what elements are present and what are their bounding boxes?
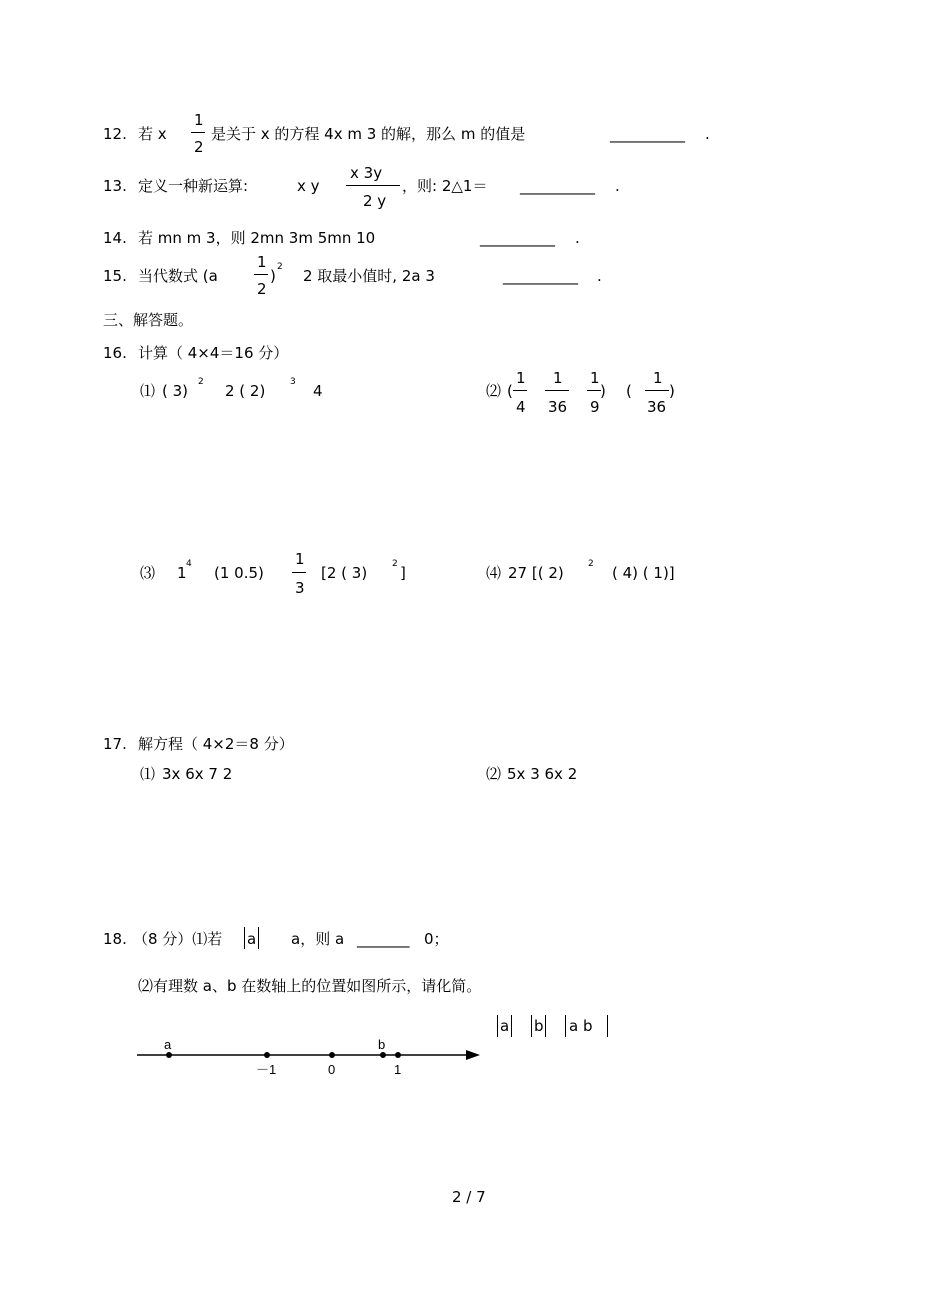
q18-part1-mid: a，则 a — [291, 930, 345, 948]
q15-exp: 2 — [277, 262, 283, 272]
q15-frac-line — [254, 274, 268, 275]
q14-blank: __________ — [480, 229, 555, 247]
q16-p2-f4n: 1 — [653, 369, 663, 387]
label-a: a — [164, 1037, 172, 1052]
q13-text: ，则: 2△1＝ — [402, 177, 488, 195]
q16-p2-f1d: 4 — [516, 398, 526, 416]
q16-p2-f4-line — [645, 390, 669, 391]
q13-number: 13. — [103, 177, 127, 195]
q18-expr-bar-3 — [531, 1015, 532, 1037]
point-a — [166, 1052, 172, 1058]
q13-frac-den: 2 y — [363, 192, 387, 210]
q15-frac-num: 1 — [257, 253, 267, 271]
q16-p4-e1: 2 — [588, 559, 594, 569]
q18-expr-bar-4 — [545, 1015, 546, 1037]
q16-p2-f1-line — [513, 390, 527, 391]
q16-p2-f4d: 36 — [647, 398, 667, 416]
q12-blank: __________ — [610, 125, 685, 143]
q16-p2-close2: ) — [669, 382, 675, 400]
q15-lead: 当代数式 (a — [138, 267, 218, 285]
q16-p1-label: ⑴ — [140, 382, 156, 400]
q16-p2-open: ( — [507, 382, 513, 400]
q16-p2-f2d: 36 — [548, 398, 568, 416]
q17-p1-text: 3x 6x 7 2 — [162, 765, 233, 783]
q16-title: 计算（ 4×4＝16 分） — [138, 344, 289, 362]
q16-p2-f2-line — [545, 390, 569, 391]
q16-p1-e1: 2 — [198, 377, 204, 387]
q18-number: 18. — [103, 930, 127, 948]
q18-expr-bar-1 — [497, 1015, 498, 1037]
q17-title: 解方程（ 4×2＝8 分） — [138, 735, 294, 753]
q13-end: . — [615, 177, 620, 195]
q16-p1-c: 4 — [313, 382, 323, 400]
q16-p3-frac-line — [292, 572, 306, 573]
q16-p2-f3-line — [587, 390, 601, 391]
point-neg1 — [264, 1052, 270, 1058]
page-number: 2 / 7 — [452, 1188, 486, 1206]
q13-lead: 定义一种新运算: — [138, 177, 249, 195]
q16-p2-open2: ( — [626, 382, 632, 400]
q16-p4-a: 27 [( 2) — [508, 564, 564, 582]
q15-number: 15. — [103, 267, 127, 285]
number-line — [130, 1030, 490, 1080]
q16-p3-e1: 4 — [186, 559, 192, 569]
q16-number: 16. — [103, 344, 127, 362]
q16-p2-f3d: 9 — [590, 398, 600, 416]
q16-p3-c: [2 ( 3) — [321, 564, 368, 582]
q16-p1-a: ( 3) — [162, 382, 189, 400]
q16-p1-e2: 3 — [290, 377, 296, 387]
q15-blank: __________ — [503, 267, 578, 285]
point-one — [395, 1052, 401, 1058]
q17-p2-text: 5x 3 6x 2 — [507, 765, 578, 783]
q12-end: . — [705, 125, 710, 143]
q18-abs-a: a — [247, 930, 257, 948]
q15-text: 2 取最小值时, 2a 3 — [303, 267, 435, 285]
q13-blank: __________ — [520, 177, 595, 195]
q16-p2-f2n: 1 — [553, 369, 563, 387]
q12-frac-line — [191, 132, 205, 133]
tick-one: 1 — [394, 1062, 402, 1077]
q13-frac-line — [346, 185, 400, 186]
tick-neg1: －1 — [256, 1062, 277, 1077]
q16-p2-close: ) — [600, 382, 606, 400]
q12-frac-num: 1 — [194, 111, 204, 129]
q16-p4-b: ( 4) ( 1)] — [612, 564, 675, 582]
q18-abs-right-bar — [258, 927, 259, 949]
q12-text: 是关于 x 的方程 4x m 3 的解，那么 m 的值是 — [211, 125, 526, 143]
q12-lead: 若 x — [138, 125, 167, 143]
q16-p3-label: ⑶ — [140, 564, 156, 582]
q16-p4-label: ⑷ — [486, 564, 502, 582]
section-heading: 三、解答题。 — [103, 311, 194, 329]
label-b: b — [378, 1037, 386, 1052]
q16-p3-d: ] — [400, 564, 406, 582]
q18-expr-ab: a b — [569, 1017, 593, 1035]
q17-p1-label: ⑴ — [140, 765, 156, 783]
q12-frac-den: 2 — [194, 138, 204, 156]
q18-part1-end: 0； — [424, 930, 449, 948]
q16-p3-b: (1 0.5) — [214, 564, 264, 582]
q17-p2-label: ⑵ — [486, 765, 502, 783]
q12-number: 12. — [103, 125, 127, 143]
q15-frac-den: 2 — [257, 280, 267, 298]
q14-text: 若 mn m 3，则 2mn 3m 5mn 10 — [138, 229, 376, 247]
q16-p3-fd: 3 — [295, 579, 305, 597]
q14-number: 14. — [103, 229, 127, 247]
q18-expr-bar-6 — [607, 1015, 608, 1037]
q14-end: . — [575, 229, 580, 247]
q16-p2-f3n: 1 — [590, 369, 600, 387]
q13-expr: x y — [297, 177, 320, 195]
q18-expr-bar-2 — [511, 1015, 512, 1037]
q18-part1-lead: （8 分）⑴若 — [133, 930, 223, 948]
number-line-arrow-icon — [466, 1050, 480, 1060]
tick-zero: 0 — [328, 1062, 336, 1077]
q16-p3-a: 1 — [177, 564, 187, 582]
q17-number: 17. — [103, 735, 127, 753]
point-b — [380, 1052, 386, 1058]
q18-expr-a: a — [500, 1017, 510, 1035]
q16-p2-f1n: 1 — [516, 369, 526, 387]
q18-blank: _______ — [357, 930, 410, 948]
q18-part2: ⑵有理数 a、b 在数轴上的位置如图所示，请化简。 — [138, 977, 482, 995]
q16-p2-label: ⑵ — [486, 382, 502, 400]
q13-frac-num: x 3y — [350, 164, 383, 182]
q16-p3-fn: 1 — [295, 550, 305, 568]
q18-expr-b: b — [534, 1017, 544, 1035]
q18-expr-bar-5 — [565, 1015, 566, 1037]
q16-p3-e2: 2 — [392, 559, 398, 569]
q15-close: ) — [270, 267, 276, 285]
q16-p1-b: 2 ( 2) — [225, 382, 266, 400]
q15-end: . — [597, 267, 602, 285]
point-zero — [329, 1052, 335, 1058]
q18-abs-left-bar — [244, 927, 245, 949]
